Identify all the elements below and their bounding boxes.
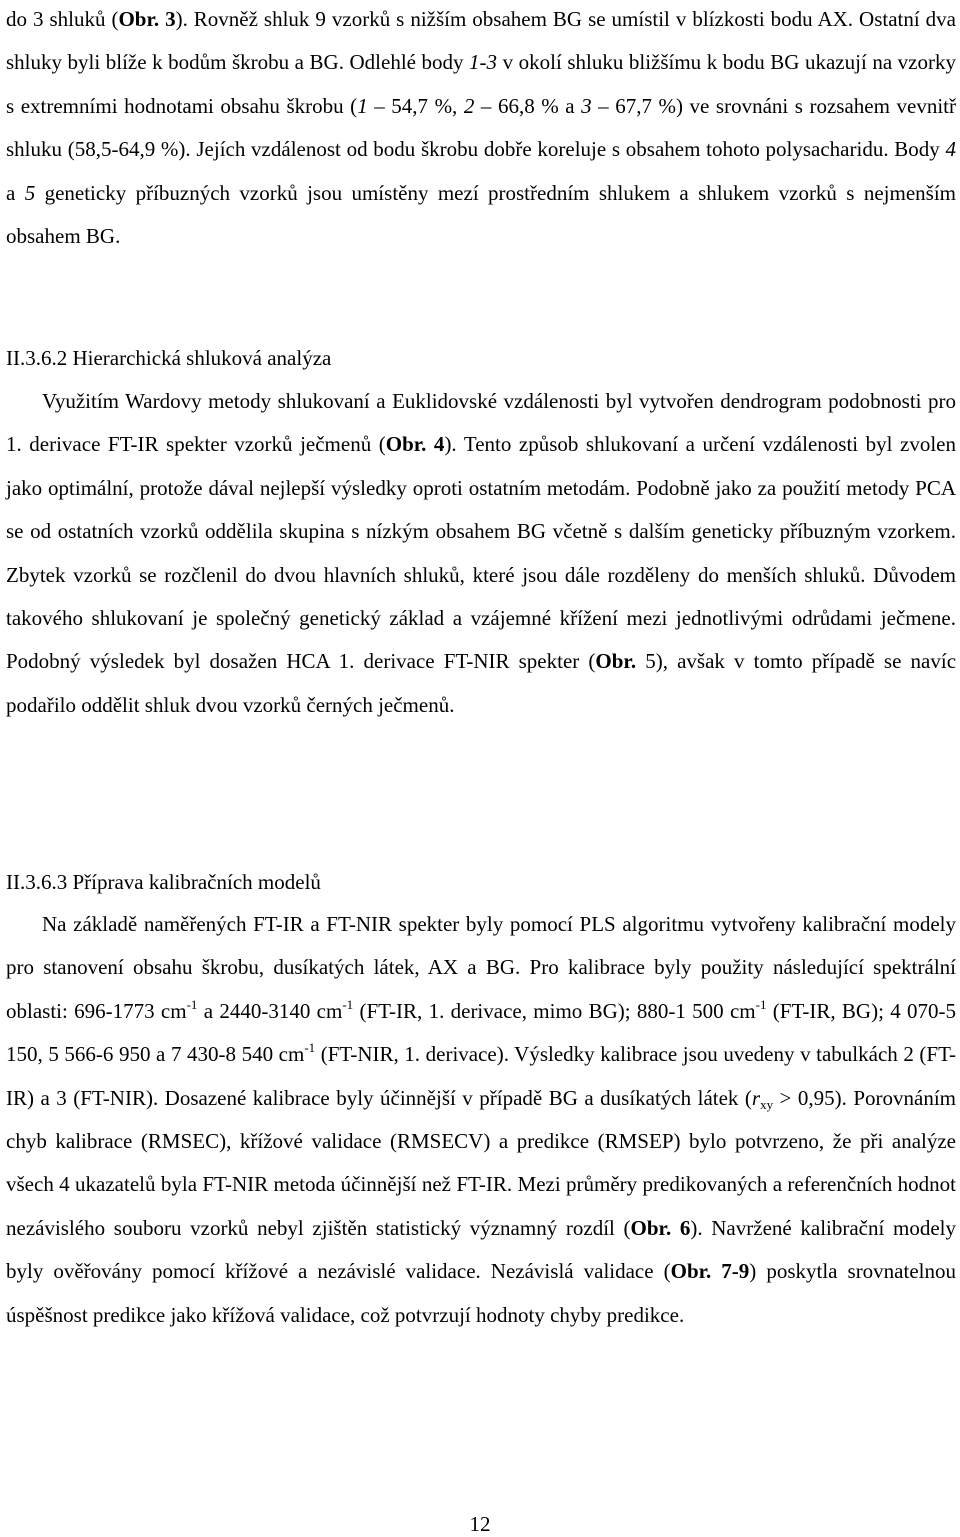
paragraph-pca-results: [6, 0, 956, 258]
superscript: -1: [755, 996, 767, 1012]
section-heading-calibration: II.3.6.3 Příprava kalibračních modelů: [6, 870, 321, 894]
point-label: 4: [945, 137, 956, 162]
text: a 2440-3140 cm: [197, 998, 343, 1023]
text: Na základě naměřených FT-IR a FT-NIR spekter byly pomocí PLS algoritmu vytvořeny kalibrační modely pro stanovení obsahu škrobu, dusíkatých látek, AX a BG. Pro kalibrace byly použity následující spektrální oblasti: 696-1773 cm: [6, 912, 956, 1023]
text: Využitím Wardovy metody shlukovaní a Euklidovské vzdálenosti byl vytvořen dendrogram podobnosti pro 1. derivace FT-IR spekter vzorků ječmenů (: [6, 389, 956, 457]
paragraph-calibration: [6, 903, 956, 1337]
text: ), avšak v tomto případě se navíc podařilo oddělit shluk dvou vzorků černých ječmenů.: [6, 649, 957, 717]
text: ). Rovněž shluk 9 vzorků s nižším obsahem BG se umístil v blízkosti bodu AX. Ostatní dva shluky byli blíže k bodům škrobu a BG. Odlehlé body: [6, 7, 956, 75]
point-label: 2: [463, 93, 475, 118]
superscript: -1: [186, 996, 198, 1012]
figure-ref-7-9: Obr. 7-9: [670, 1259, 750, 1284]
text: (FT-IR, 1. derivace, mimo BG); 880-1 500 cm: [353, 998, 756, 1023]
text: – 54,7 %,: [367, 93, 464, 118]
point-label: 1: [357, 93, 368, 118]
text: – 66,8 % a: [474, 93, 582, 118]
text: ). Tento způsob shlukovaní a určení vzdálenosti byl zvolen jako optimální, protože dával nejlepší výsledky oproti ostatním metodám. Podobně jako za použití metody PCA se od ostatních vzorků oddělila skupina s nízkým obsahem BG včetně s dalším geneticky příbuzným vzorkem. Zbytek vzorků se rozčlenil do dvou hlavních shluků, které jsou dále rozděleny do menších shluků. Důvodem takového shlukovaní je společný genetický základ a vzájemné křížení mezi jednotlivými odrůdami ječmene. Podobný výsledek byl dosažen HCA 1. derivace FT-NIR spekter (: [6, 432, 956, 674]
figure-ref-3: Obr. 3: [118, 7, 176, 31]
subscript: xy: [760, 1096, 774, 1112]
superscript: -1: [304, 1040, 316, 1056]
figure-ref-5: Obr.: [595, 649, 637, 674]
paragraph-hca: [6, 380, 956, 727]
text: 5: [636, 649, 656, 674]
text: v okolí shluku bližšímu k bodu BG ukazují na vzorky s extremními hodnotami obsahu škrobu (: [6, 50, 956, 118]
section-heading-hca: II.3.6.2 Hierarchická shluková analýza: [6, 346, 332, 370]
text: ). Navržené kalibrační modely byly ověřovány pomocí křížové a nezávislé validace. Nezávislá validace (: [6, 1215, 956, 1284]
text: ) poskytla srovnatelnou úspěšnost predikce jako křížová validace, což potvrzují hodnoty chyby predikce.: [6, 1259, 956, 1327]
point-label: 3: [581, 93, 592, 118]
text: geneticky příbuzných vzorků jsou umístěny mezí prostředním shlukem a shlukem vzorků s nejmenším obsahem BG.: [6, 180, 957, 249]
page-number: 12: [469, 1512, 491, 1536]
figure-ref-4: Obr. 4: [385, 432, 445, 457]
text: > 0,95). Porovnáním chyb kalibrace (RMSEC), křížové validace (RMSECV) a predikce (RMSEP) bylo potvrzeno, že při analýze všech 4 ukazatelů byla FT-NIR metoda účinnější než FT-IR. Mezi průměry predikovaných a referenčních hodnot nezávislého souboru vzorků nebyl zjištěn statistický významný rozdíl (: [6, 1085, 956, 1240]
text: (FT-IR, BG); 4 070-5 150, 5 566-6 950 a 7 430-8 540 cm: [6, 998, 956, 1067]
superscript: -1: [342, 996, 354, 1012]
symbol-r: r: [751, 1085, 761, 1110]
point-label: 5: [24, 180, 36, 205]
text: a: [6, 180, 25, 205]
figure-ref-6: Obr. 6: [630, 1215, 691, 1240]
text: – 67,7 %) ve srovnáni s rozsahem vevnitř shluku (58,5-64,9 %). Jejích vzdálenost od bodu škrobu dobře koreluje s obsahem tohoto polysacharidu. Body: [6, 93, 956, 162]
point-label: 1-3: [469, 50, 498, 75]
text: (FT-NIR, 1. derivace). Výsledky kalibrace jsou uvedeny v tabulkách 2 (FT-IR) a 3 (FT-NIR). Dosazené kalibrace byly účinnější v případě BG a dusíkatých látek (: [6, 1042, 956, 1110]
text: do 3 shluků (: [6, 7, 119, 31]
